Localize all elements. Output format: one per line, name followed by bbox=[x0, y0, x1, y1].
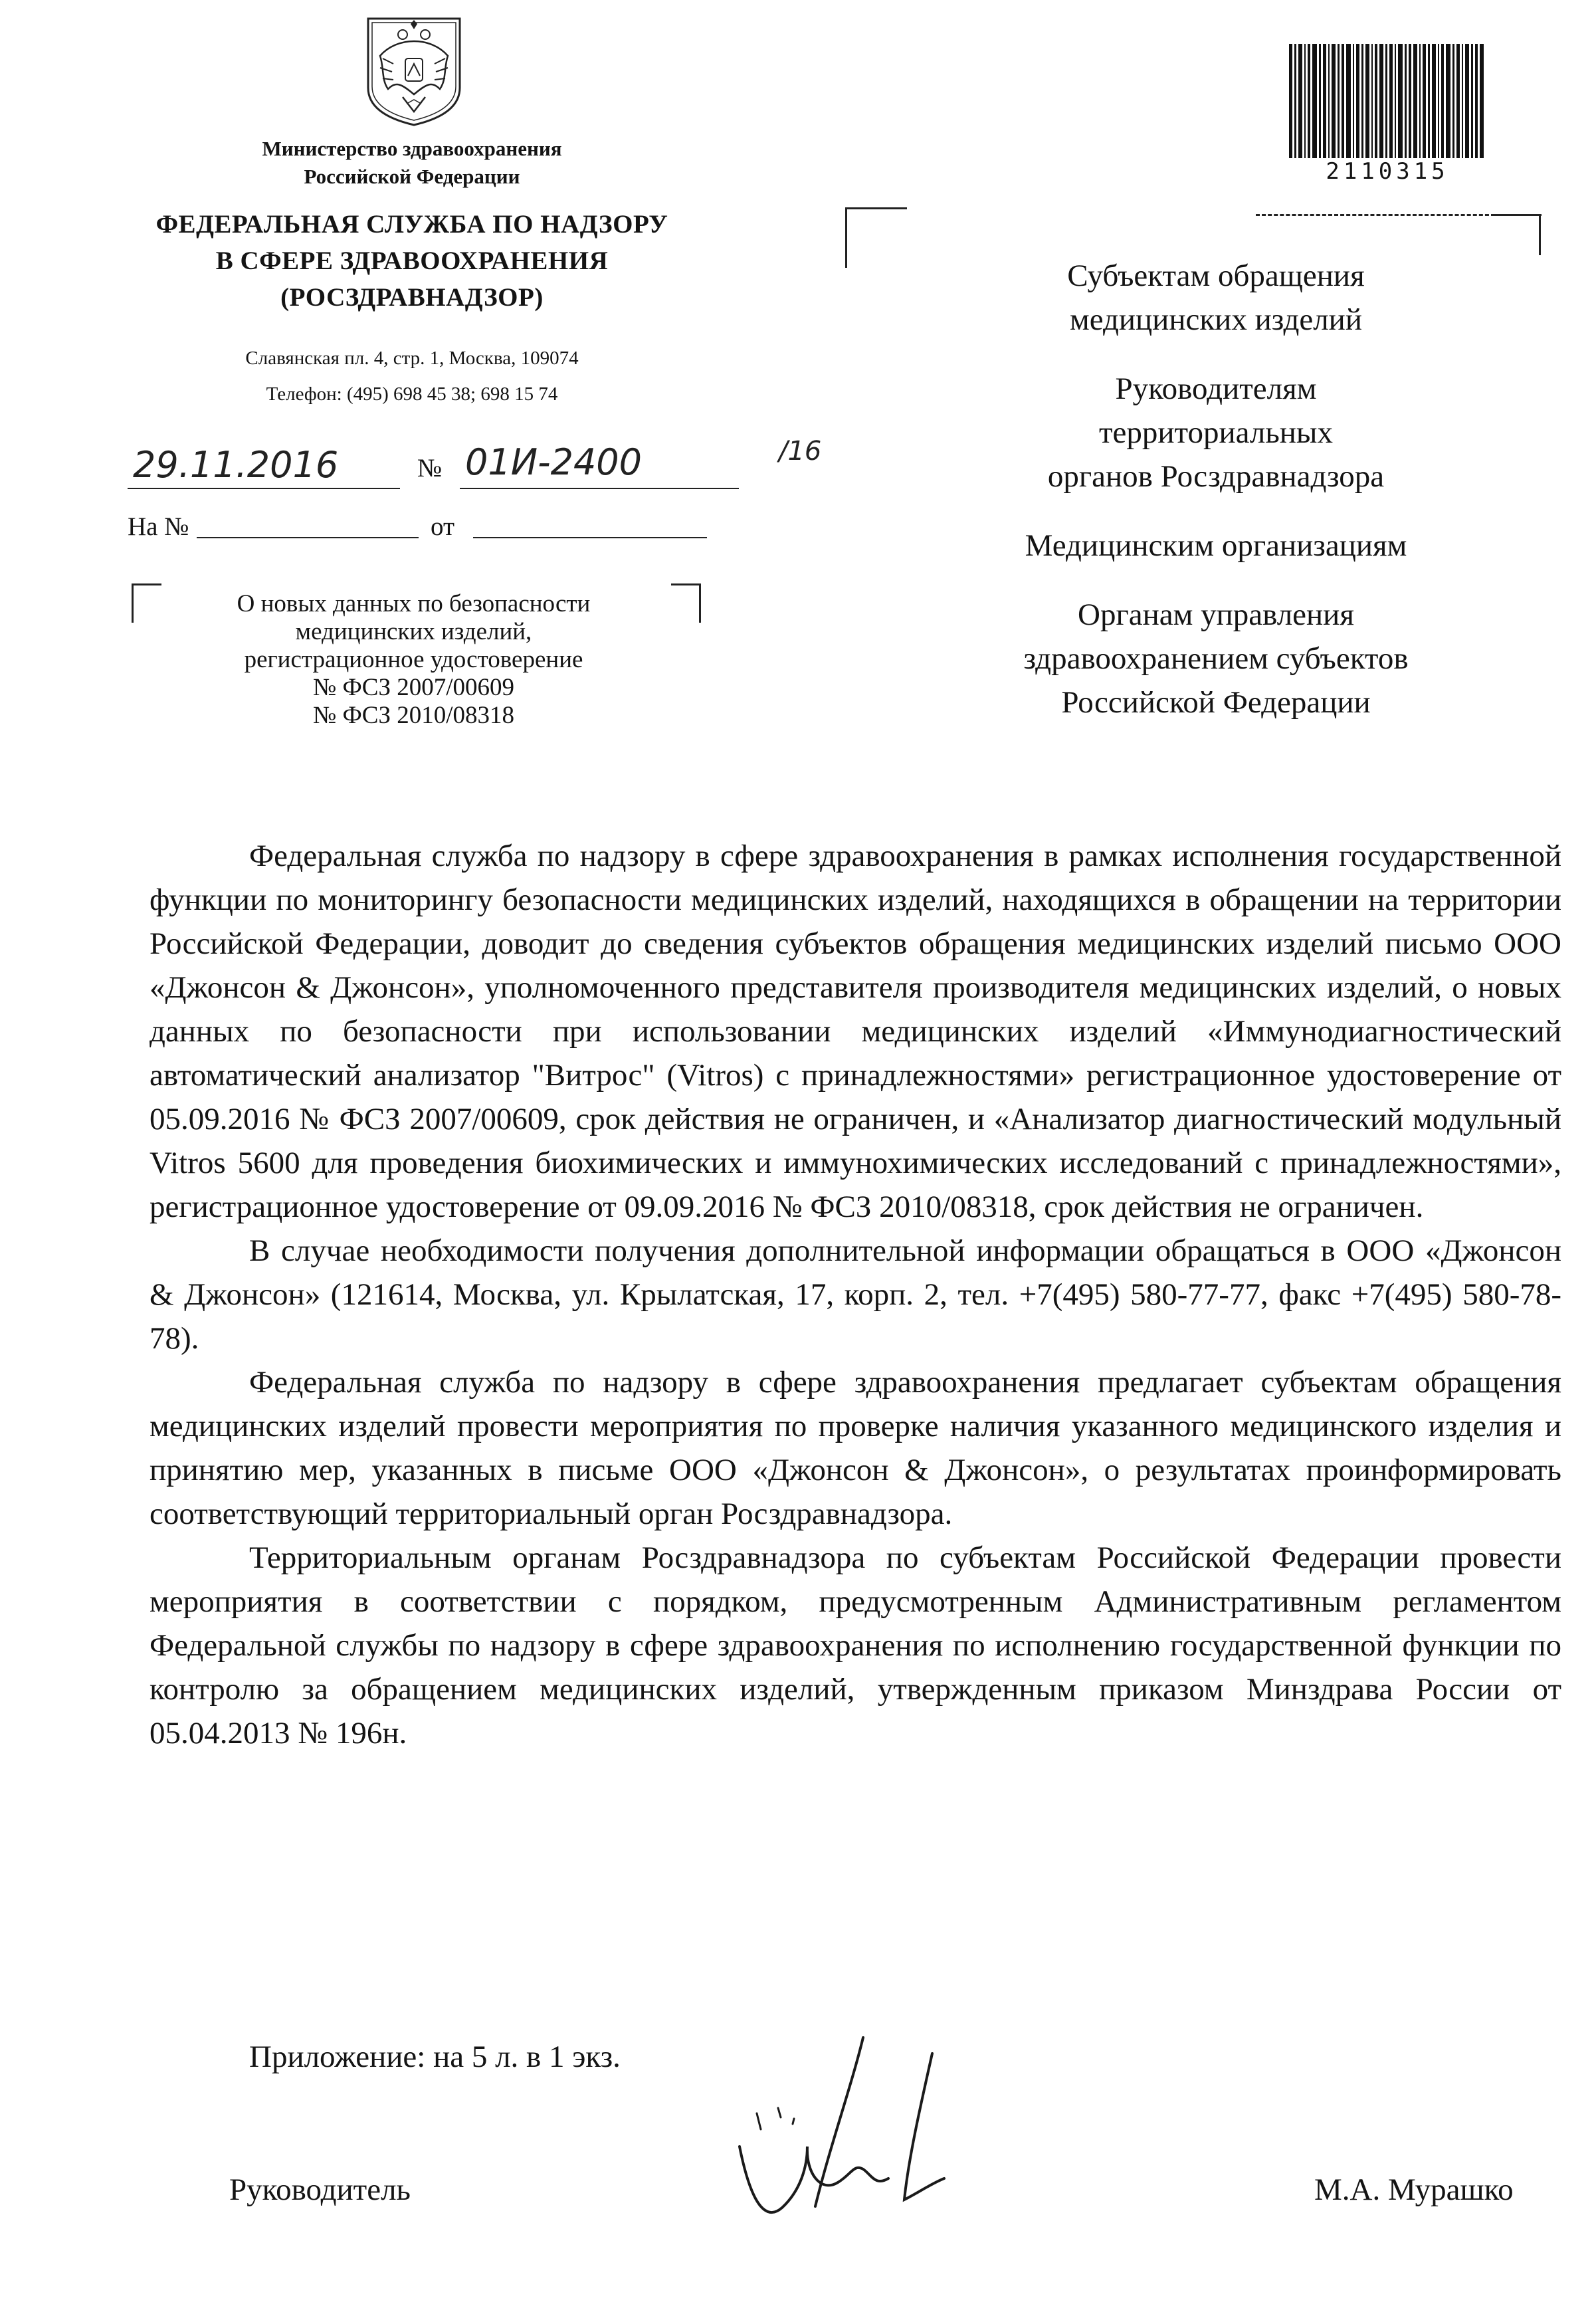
barcode-number: 2110315 bbox=[1326, 158, 1449, 185]
barcode bbox=[1288, 44, 1487, 158]
from-blank bbox=[473, 537, 707, 538]
reply-to-label: На № bbox=[128, 512, 189, 541]
from-label: от bbox=[431, 512, 455, 541]
recipients-bracket-left bbox=[845, 207, 907, 268]
recipients-dash-line bbox=[1256, 214, 1495, 216]
handwritten-signature bbox=[721, 2034, 1000, 2233]
registration-number: 01И-2400 bbox=[465, 441, 643, 483]
appendix-note: Приложение: на 5 л. в 1 экз. bbox=[249, 2040, 621, 2074]
registration-number-suffix: /16 bbox=[779, 436, 822, 467]
recipients-block bbox=[917, 254, 1515, 750]
agency-phone: Телефон: (495) 698 45 38; 698 15 74 bbox=[266, 383, 558, 405]
recipients-bracket-top bbox=[1495, 214, 1542, 216]
agency-address: Славянская пл. 4, стр. 1, Москва, 109074 bbox=[245, 348, 579, 369]
reply-to-blank bbox=[197, 537, 419, 538]
letter-subject: О новых данных по безопасности медицинских изделий, регистрационное удостоверение № ФСЗ 2007/00609 № ФСЗ 2010/08318 bbox=[237, 590, 591, 729]
signer-name: М.А. Мурашко bbox=[1314, 2172, 1514, 2207]
letter-body bbox=[150, 834, 1561, 1755]
date-underline bbox=[128, 488, 400, 489]
recipient-1: Субъектам обращения медицинских изделий bbox=[1067, 259, 1365, 337]
body-paragraph-3: Федеральная служба по надзору в сфере здравоохранения предлагает субъектам обращения медицинских изделий провести мероприятия по проверке наличия указанного медицинского изделия и принятию мер, указанных в письме ООО «Джонсон & Джонсон», о результатах проинформировать соответствующий территориальный орган Росздравнадзора. bbox=[150, 1365, 1561, 1531]
agency-contacts bbox=[179, 340, 645, 412]
agency-name: ФЕДЕРАЛЬНАЯ СЛУЖБА ПО НАДЗОРУ В СФЕРЕ ЗДРАВООХРАНЕНИЯ (РОСЗДРАВНАДЗОР) bbox=[155, 210, 668, 312]
recipient-2: Руководителям территориальных органов Росздравнадзора bbox=[1047, 371, 1385, 494]
signer-position: Руководитель bbox=[229, 2172, 411, 2207]
number-sign: № bbox=[417, 454, 443, 482]
body-paragraph-1: Федеральная служба по надзору в сфере здравоохранения в рамках исполнения государственной функции по мониторингу безопасности медицинских изделий, находящихся в обращении на территории Российской Федерации, доводит до сведения субъектов обращения медицинских изделий письмо ООО «Джонсон & Джонсон», уполномоченного представителя производителя медицинских изделий, о новых данных по безопасности при использовании медицинских изделий «Иммунодиагностический автоматический анализатор "Витрос" (Vitros) с принадлежностями» регистрационное удостоверение от 05.09.2016 № ФСЗ 2007/00609, срок действия не ограничен, и «Анализатор диагностический модульный Vitros 5600 для проведения биохимических и иммунохимических исследований с принадлежностями», регистрационное удостоверение от 09.09.2016 № ФСЗ 2010/08318, срок действия не ограничен. bbox=[150, 839, 1561, 1224]
recipient-4: Органам управления здравоохранением субъектов Российской Федерации bbox=[1023, 597, 1409, 720]
subject-bracket-right bbox=[671, 583, 701, 623]
subject-bracket-left bbox=[132, 583, 161, 623]
body-paragraph-4: Территориальным органам Росздравнадзора по субъектам Российской Федерации провести мероприятия в соответствии с порядком, предусмотренным Административным регламентом Федеральной службы по надзору в сфере здравоохранения по исполнению государственной функции по контролю за обращением медицинских изделий, утвержденным приказом Минздрава России от 05.04.2013 № 196н. bbox=[150, 1540, 1561, 1750]
recipient-3: Медицинским организациям bbox=[1025, 528, 1407, 563]
body-paragraph-2: В случае необходимости получения дополнительной информации обращаться в ООО «Джонсон & Джонсон» (121614, Москва, ул. Крылатская, 17, корп. 2, тел. +7(495) 580-77-77, факс +7(495) 580-78-78). bbox=[150, 1233, 1561, 1356]
number-underline bbox=[460, 488, 739, 489]
registration-date: 29.11.2016 bbox=[133, 444, 339, 486]
ministry-name: Министерство здравоохранения Российской Федерации bbox=[262, 137, 562, 188]
recipients-bracket-right bbox=[1499, 214, 1541, 255]
coat-of-arms-emblem bbox=[364, 15, 464, 128]
